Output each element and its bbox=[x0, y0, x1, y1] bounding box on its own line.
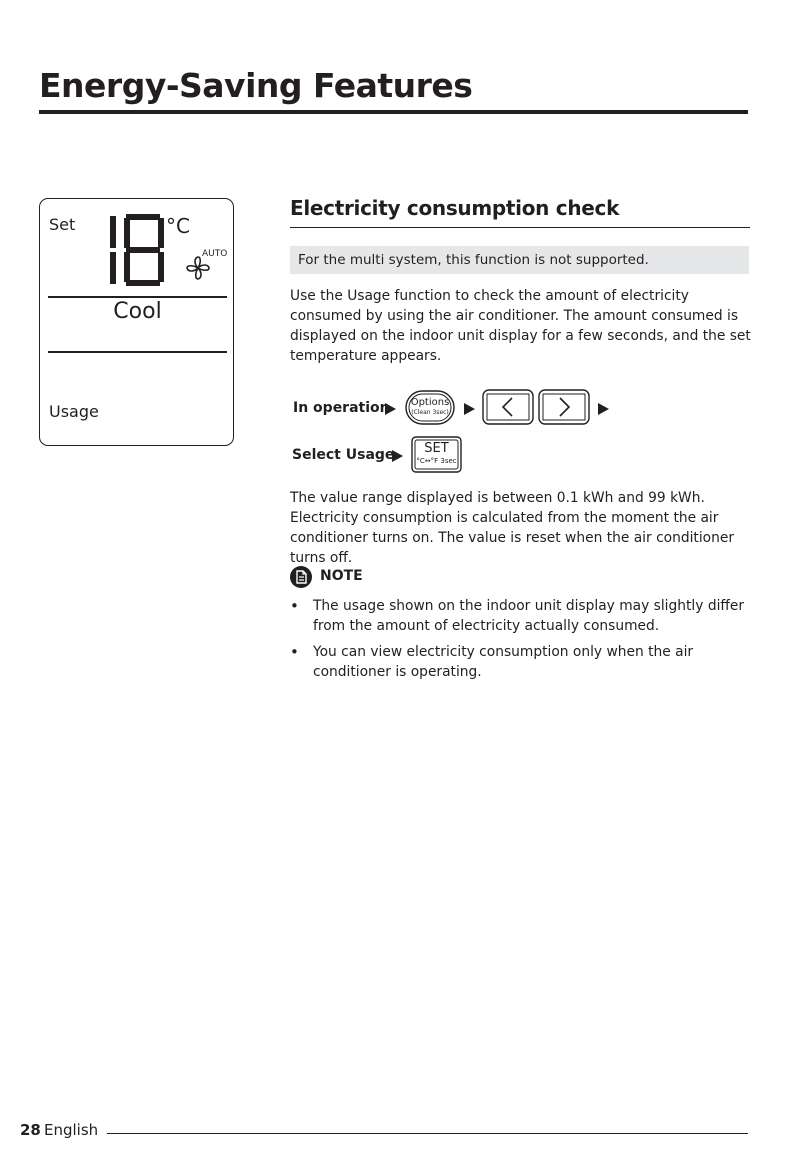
fan-icon bbox=[185, 255, 211, 281]
display-panel bbox=[39, 198, 234, 446]
step-in-operation: In operation bbox=[293, 400, 390, 416]
set-sublabel: °C↔°F 3sec bbox=[416, 457, 457, 465]
section-title: Electricity consumption check bbox=[290, 196, 620, 220]
range-paragraph: The value range displayed is between 0.1 kWh and 99 kWh. Electricity consumption is calculated from the moment the air conditioner turns on. The value is reset when the air conditioner turns off. bbox=[290, 490, 735, 566]
set-label: SET bbox=[424, 441, 449, 456]
section-rule bbox=[290, 227, 750, 228]
notice-box: For the multi system, this function is not supported. bbox=[290, 246, 749, 274]
right-button bbox=[538, 389, 590, 425]
arrow-icon bbox=[464, 403, 475, 415]
step-select-usage: Select Usage. bbox=[292, 447, 400, 463]
display-mode: Cool bbox=[113, 299, 162, 324]
display-divider-top bbox=[48, 296, 227, 298]
page-number: 28 bbox=[20, 1121, 41, 1139]
bullet-dot: • bbox=[290, 597, 299, 615]
options-label: Options bbox=[410, 397, 450, 408]
footer-language: English bbox=[44, 1121, 99, 1139]
set-button bbox=[411, 436, 462, 473]
options-button bbox=[405, 390, 455, 425]
temperature-digits bbox=[108, 214, 166, 286]
display-set-label: Set bbox=[49, 215, 76, 234]
title-rule bbox=[39, 110, 748, 114]
left-button bbox=[482, 389, 534, 425]
auto-label: AUTO bbox=[202, 249, 228, 259]
note-label: NOTE bbox=[320, 568, 363, 584]
arrow-icon bbox=[392, 450, 403, 462]
display-usage-label: Usage bbox=[49, 402, 99, 421]
footer-rule bbox=[107, 1133, 748, 1134]
note-icon bbox=[290, 566, 312, 588]
note-item-text: You can view electricity consumption only when the air conditioner is operating. bbox=[313, 644, 694, 680]
arrow-icon bbox=[598, 403, 609, 415]
bullet-dot: • bbox=[290, 643, 299, 661]
temperature-unit: °C bbox=[166, 214, 190, 238]
intro-paragraph: Use the Usage function to check the amount of electricity consumed by using the air conditioner. The amount consumed is displayed on the indoor unit display for a few seconds, and the set temperature appears. bbox=[290, 288, 751, 364]
page-title: Energy-Saving Features bbox=[39, 66, 473, 105]
arrow-icon bbox=[385, 403, 396, 415]
options-sublabel: (Clean 3sec) bbox=[411, 409, 449, 416]
note-item-text: The usage shown on the indoor unit display may slightly differ from the amount of electricity actually consumed. bbox=[313, 598, 745, 634]
display-divider-bottom bbox=[48, 351, 227, 353]
